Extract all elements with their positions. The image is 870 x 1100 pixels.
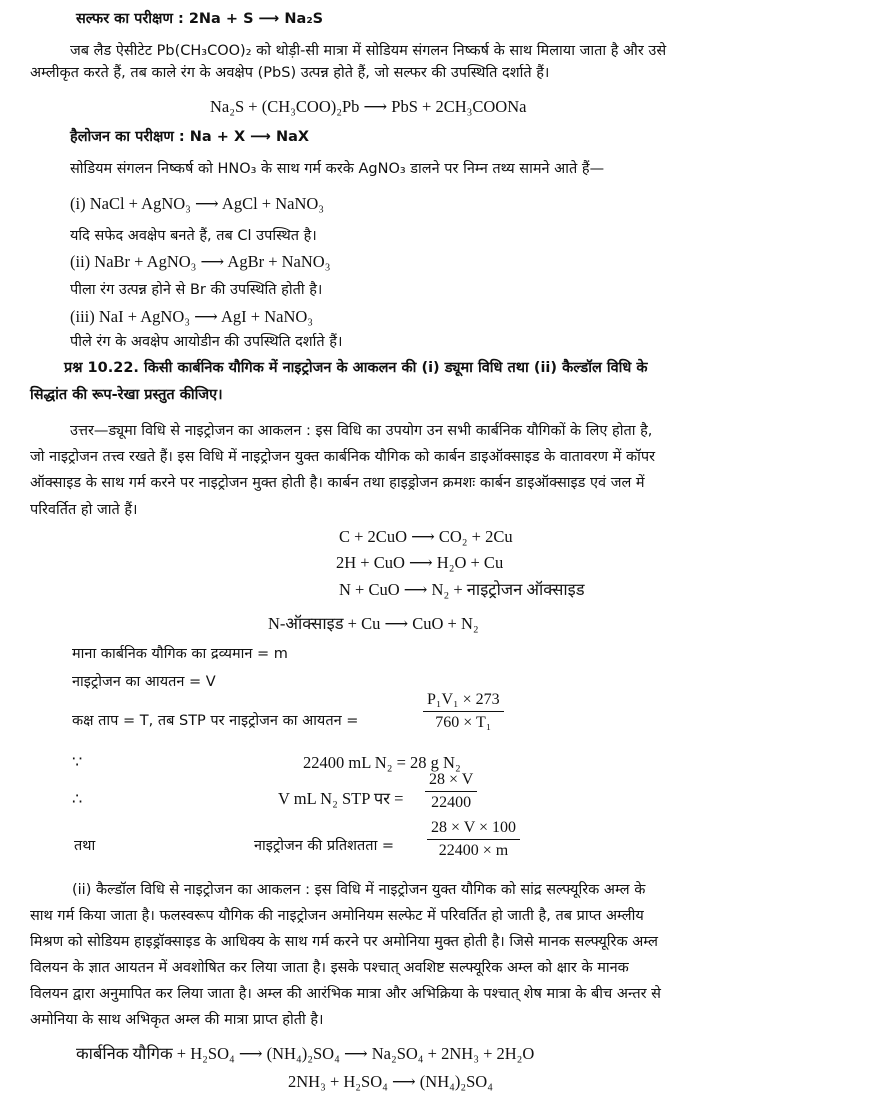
kjeldahl-heading-line: (ii) कैल्डॉल विधि से नाइट्रोजन का आकलन : इस विधि में नाइट्रोजन युक्त यौगिक को सांद्र सल्फ्यूरिक अम्ल के xyxy=(72,882,646,898)
sulphur-test-heading: सल्फर का परीक्षण : 2Na + S ⟶ Na₂S xyxy=(76,11,324,27)
equation-line: Na₂S + (CH₃COO)₂Pb ⟶ PbS + 2CH₃COONa xyxy=(210,97,527,116)
text-line: कक्ष ताप = T, तब STP पर नाइट्रोजन का आयतन = xyxy=(72,713,359,729)
fraction-nitrogen-percent xyxy=(427,818,520,861)
fraction-numerator: 28 × V xyxy=(425,770,477,792)
equation-line: N + CuO ⟶ N₂ + नाइट्रोजन ऑक्साइड xyxy=(339,580,585,599)
fraction-numerator: 28 × V × 100 xyxy=(427,818,520,840)
text-line: परिवर्तित हो जाते हैं। xyxy=(30,502,138,518)
text-line: विलयन के ज्ञात आयतन में अवशोषित कर लिया जाता है। इसके पश्चात् अवशिष्ट सल्फ्यूरिक अम्ल को क्षार के मानक xyxy=(30,960,629,976)
fraction-denominator: 22400 × m xyxy=(438,842,509,859)
text-line: पीला रंग उत्पन्न होने से Br की उपस्थिति होती है। xyxy=(70,282,323,298)
text-line: सोडियम संगलन निष्कर्ष को HNO₃ के साथ गर्म करके AgNO₃ डालने पर निम्न तथ्य सामने आते हैं— xyxy=(70,161,605,177)
text-line: ऑक्साइड के साथ गर्म करने पर नाइट्रोजन मुक्त होती है। कार्बन तथा हाइड्रोजन क्रमशः कार्बन डाइऑक्साइड एवं जल में xyxy=(30,475,645,491)
text-line: तथा xyxy=(74,838,96,854)
text-line: पीले रंग के अवक्षेप आयोडीन की उपस्थिति दर्शाते हैं। xyxy=(70,334,343,350)
fraction-denominator: 760 × T₁ xyxy=(435,714,492,731)
text-line: यदि सफेद अवक्षेप बनते हैं, तब Cl उपस्थित है। xyxy=(70,228,317,244)
text-line: अमोनिया के साथ अभिकृत अम्ल की मात्रा प्राप्त होती है। xyxy=(30,1012,324,1028)
answer-line: उत्तर—ड्यूमा विधि से नाइट्रोजन का आकलन : इस विधि का उपयोग उन सभी कार्बनिक यौगिकों के लिए होता है, xyxy=(70,423,653,439)
equation-line: 22400 mL N₂ = 28 g N₂ xyxy=(303,753,461,772)
equation-line: N-ऑक्साइड + Cu ⟶ CuO + N₂ xyxy=(268,614,479,633)
text-line: विलयन द्वारा अनुमापित कर लिया जाता है। अम्ल की आरंभिक मात्रा और अभिक्रिया के पश्चात् शेष मात्रा के बीच अन्तर से xyxy=(30,986,661,1002)
because-symbol: ∵ xyxy=(72,752,83,771)
therefore-symbol: ∴ xyxy=(72,789,83,808)
text-line: नाइट्रोजन का आयतन = V xyxy=(72,674,216,690)
fraction-denominator: 22400 xyxy=(431,794,472,811)
text-line: जो नाइट्रोजन तत्त्व रखते हैं। इस विधि में नाइट्रोजन युक्त कार्बनिक यौगिक को कार्बन डाइऑक्साइड के वातावरण में कॉपर xyxy=(30,449,656,465)
equation-line: C + 2CuO ⟶ CO₂ + 2Cu xyxy=(339,527,513,546)
equation-line: (i) NaCl + AgNO₃ ⟶ AgCl + NaNO₃ xyxy=(70,194,325,213)
text-line: नाइट्रोजन की प्रतिशतता = xyxy=(254,838,395,854)
equation-line: (iii) NaI + AgNO₃ ⟶ AgI + NaNO₃ xyxy=(70,307,314,326)
text-line: साथ गर्म किया जाता है। फलस्वरूप यौगिक की नाइट्रोजन अमोनियम सल्फेट में परिवर्तित हो जाती है, तब प्राप्त अम्लीय xyxy=(30,908,644,924)
text-line: जब लैड ऐसीटेट Pb(CH₃COO)₂ को थोड़ी-सी मात्रा में सोडियम संगलन निष्कर्ष के साथ मिलाया जाता है और उसे xyxy=(70,43,667,59)
equation-line: (ii) NaBr + AgNO₃ ⟶ AgBr + NaNO₃ xyxy=(70,252,331,271)
equation-line: V mL N₂ STP पर = xyxy=(278,789,404,808)
question-heading-cont: सिद्धांत की रूप-रेखा प्रस्तुत कीजिए। xyxy=(30,387,223,403)
equation-line: 2H + CuO ⟶ H₂O + Cu xyxy=(336,553,504,572)
equation-line: 2NH₃ + H₂SO₄ ⟶ (NH₄)₂SO₄ xyxy=(288,1072,493,1091)
fraction-stp-volume xyxy=(423,690,504,733)
question-heading: प्रश्न 10.22. किसी कार्बनिक यौगिक में नाइट्रोजन के आकलन की (i) ड्यूमा विधि तथा (ii) कैल्डॉल विधि के xyxy=(64,360,648,376)
halogen-test-heading: हैलोजन का परीक्षण : Na + X ⟶ NaX xyxy=(70,129,310,145)
fraction-nitrogen-mass xyxy=(425,770,477,813)
text-line: माना कार्बनिक यौगिक का द्रव्यमान = m xyxy=(72,646,288,662)
text-line: अम्लीकृत करते हैं, तब काले रंग के अवक्षेप (PbS) उत्पन्न होते हैं, जो सल्फर की उपस्थिति दर्शाते हैं। xyxy=(30,65,550,81)
equation-line: कार्बनिक यौगिक + H₂SO₄ ⟶ (NH₄)₂SO₄ ⟶ Na₂SO₄ + 2NH₃ + 2H₂O xyxy=(76,1044,535,1063)
fraction-numerator: P₁V₁ × 273 xyxy=(423,690,504,712)
text-line: मिश्रण को सोडियम हाइड्रॉक्साइड के आधिक्य के साथ गर्म करने पर अमोनिया मुक्त होती है। जिसे मानक सल्फ्यूरिक अम्ल xyxy=(30,934,658,950)
